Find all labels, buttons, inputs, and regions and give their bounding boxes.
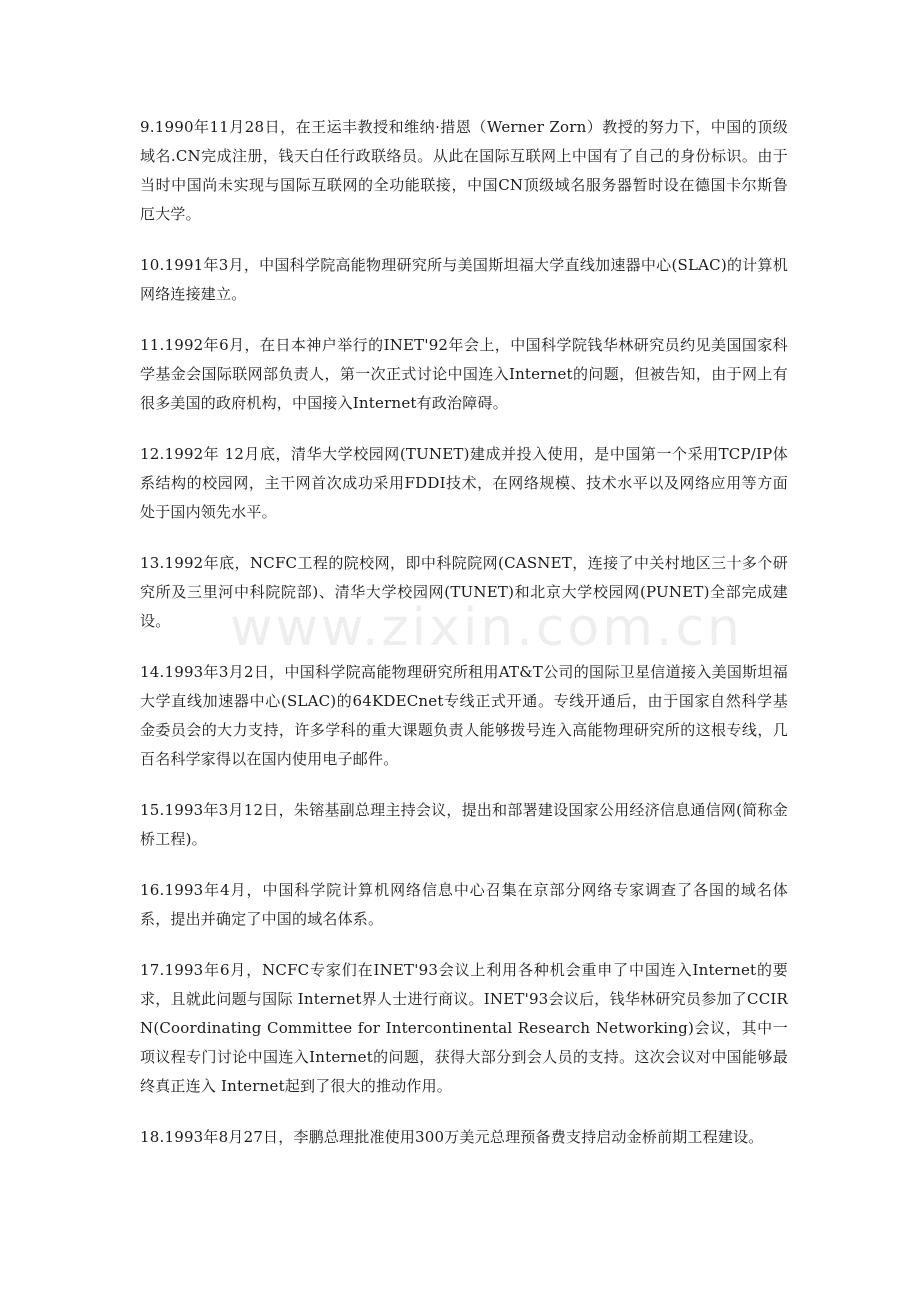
timeline-entry-14: 14.1993年3月2日，中国科学院高能物理研究所租用AT&T公司的国际卫星信道接入美国斯坦福大学直线加速器中心(SLAC)的64KDECnet专线正式开通。专线开通后，由于国家自然科学基金委员会的大力支持，许多学科的重大课题负责人能够拨号连入高能物理研究所的这根专线，几百名科学家得以在国内使用电子邮件。	[140, 663, 788, 768]
timeline-entry-10: 10.1991年3月，中国科学院高能物理研究所与美国斯坦福大学直线加速器中心(SLAC)的计算机网络连接建立。	[140, 256, 788, 303]
timeline-entry-16: 16.1993年4月，中国科学院计算机网络信息中心召集在京部分网络专家调查了各国的域名体系，提出并确定了中国的域名体系。	[140, 881, 788, 928]
timeline-entry-18: 18.1993年8月27日，李鹏总理批准使用300万美元总理预备费支持启动金桥前期工程建设。	[140, 1128, 764, 1146]
document-body	[140, 113, 788, 1174]
timeline-entry-13: 13.1992年底，NCFC工程的院校网，即中科院院网(CASNET，连接了中关村地区三十多个研究所及三里河中科院院部)、清华大学校园网(TUNET)和北京大学校园网(PUNET)全部完成建设。	[140, 554, 788, 630]
timeline-entry-12: 12.1992年 12月底，清华大学校园网(TUNET)建成并投入使用，是中国第一个采用TCP/IP体系结构的校园网，主干网首次成功采用FDDI技术，在网络规模、技术水平以及网络应用等方面处于国内领先水平。	[140, 445, 788, 521]
timeline-entry-11: 11.1992年6月，在日本神户举行的INET'92年会上，中国科学院钱华林研究员约见美国国家科学基金会国际联网部负责人，第一次正式讨论中国连入Internet的问题，但被告知，由于网上有很多美国的政府机构，中国接入Internet有政治障碍。	[140, 336, 788, 412]
timeline-entry-9: 9.1990年11月28日，在王运丰教授和维纳·措恩（Werner Zorn）教授的努力下，中国的顶级域名.CN完成注册，钱天白任行政联络员。从此在国际互联网上中国有了自己的身份标识。由于当时中国尚未实现与国际互联网的全功能联接，中国CN顶级域名服务器暂时设在德国卡尔斯鲁厄大学。	[140, 118, 788, 223]
watermark: www.zixin.com.cn	[230, 598, 743, 658]
timeline-entry-15: 15.1993年3月12日，朱镕基副总理主持会议，提出和部署建设国家公用经济信息通信网(简称金桥工程)。	[140, 801, 788, 848]
timeline-entry-17: 17.1993年6月，NCFC专家们在INET'93会议上利用各种机会重申了中国连入Internet的要求，且就此问题与国际 Internet界人士进行商议。INET'93会议后，钱华林研究员参加了CCIRN(Coordinating Committee for Intercontinental Research Networking)会议，其中一项议程专门讨论中国连入Internet的问题，获得大部分到会人员的支持。这次会议对中国能够最终真正连入 Internet起到了很大的推动作用。	[140, 961, 788, 1095]
